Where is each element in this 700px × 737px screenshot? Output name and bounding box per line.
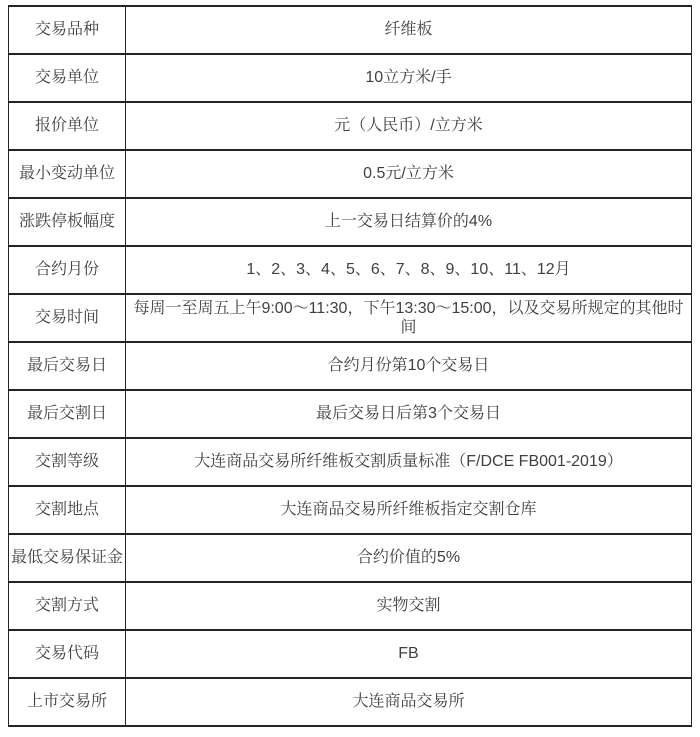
contract-spec-table-body: [9, 6, 692, 726]
spec-value: 1、2、3、4、5、6、7、8、9、10、11、12月: [126, 246, 692, 294]
spec-label: 交割等级: [9, 438, 126, 486]
spec-label: 交易单位: [9, 54, 126, 102]
spec-label: 交易代码: [9, 630, 126, 678]
spec-value: 大连商品交易所纤维板交割质量标准（F/DCE FB001-2019）: [126, 438, 692, 486]
spec-value: 实物交割: [126, 582, 692, 630]
contract-spec-table: [8, 5, 692, 727]
spec-label: 最后交易日: [9, 342, 126, 390]
spec-value: 0.5元/立方米: [126, 150, 692, 198]
spec-value: 元（人民币）/立方米: [126, 102, 692, 150]
table-row: [9, 486, 692, 534]
spec-label: 涨跌停板幅度: [9, 198, 126, 246]
spec-label: 交割方式: [9, 582, 126, 630]
spec-value: 每周一至周五上午9:00～11:30，下午13:30～15:00，以及交易所规定的其他时间: [126, 294, 692, 342]
spec-label: 合约月份: [9, 246, 126, 294]
spec-value: FB: [126, 630, 692, 678]
spec-value: 大连商品交易所: [126, 678, 692, 726]
spec-value: 合约价值的5%: [126, 534, 692, 582]
table-row: [9, 54, 692, 102]
table-row: [9, 390, 692, 438]
spec-label: 交易品种: [9, 6, 126, 54]
table-row: [9, 438, 692, 486]
spec-label: 交割地点: [9, 486, 126, 534]
table-row: [9, 342, 692, 390]
table-row: [9, 198, 692, 246]
table-row: [9, 150, 692, 198]
table-row: [9, 630, 692, 678]
table-row: [9, 246, 692, 294]
spec-value: 纤维板: [126, 6, 692, 54]
table-row: [9, 6, 692, 54]
spec-value: 上一交易日结算价的4%: [126, 198, 692, 246]
spec-label: 最低交易保证金: [9, 534, 126, 582]
spec-label: 最小变动单位: [9, 150, 126, 198]
spec-label: 最后交割日: [9, 390, 126, 438]
table-row: [9, 534, 692, 582]
table-row: [9, 582, 692, 630]
spec-label: 报价单位: [9, 102, 126, 150]
table-row: [9, 102, 692, 150]
spec-label: 上市交易所: [9, 678, 126, 726]
spec-value: 10立方米/手: [126, 54, 692, 102]
spec-value: 大连商品交易所纤维板指定交割仓库: [126, 486, 692, 534]
table-row: [9, 678, 692, 726]
spec-label: 交易时间: [9, 294, 126, 342]
spec-value: 最后交易日后第3个交易日: [126, 390, 692, 438]
table-row: [9, 294, 692, 342]
spec-value: 合约月份第10个交易日: [126, 342, 692, 390]
